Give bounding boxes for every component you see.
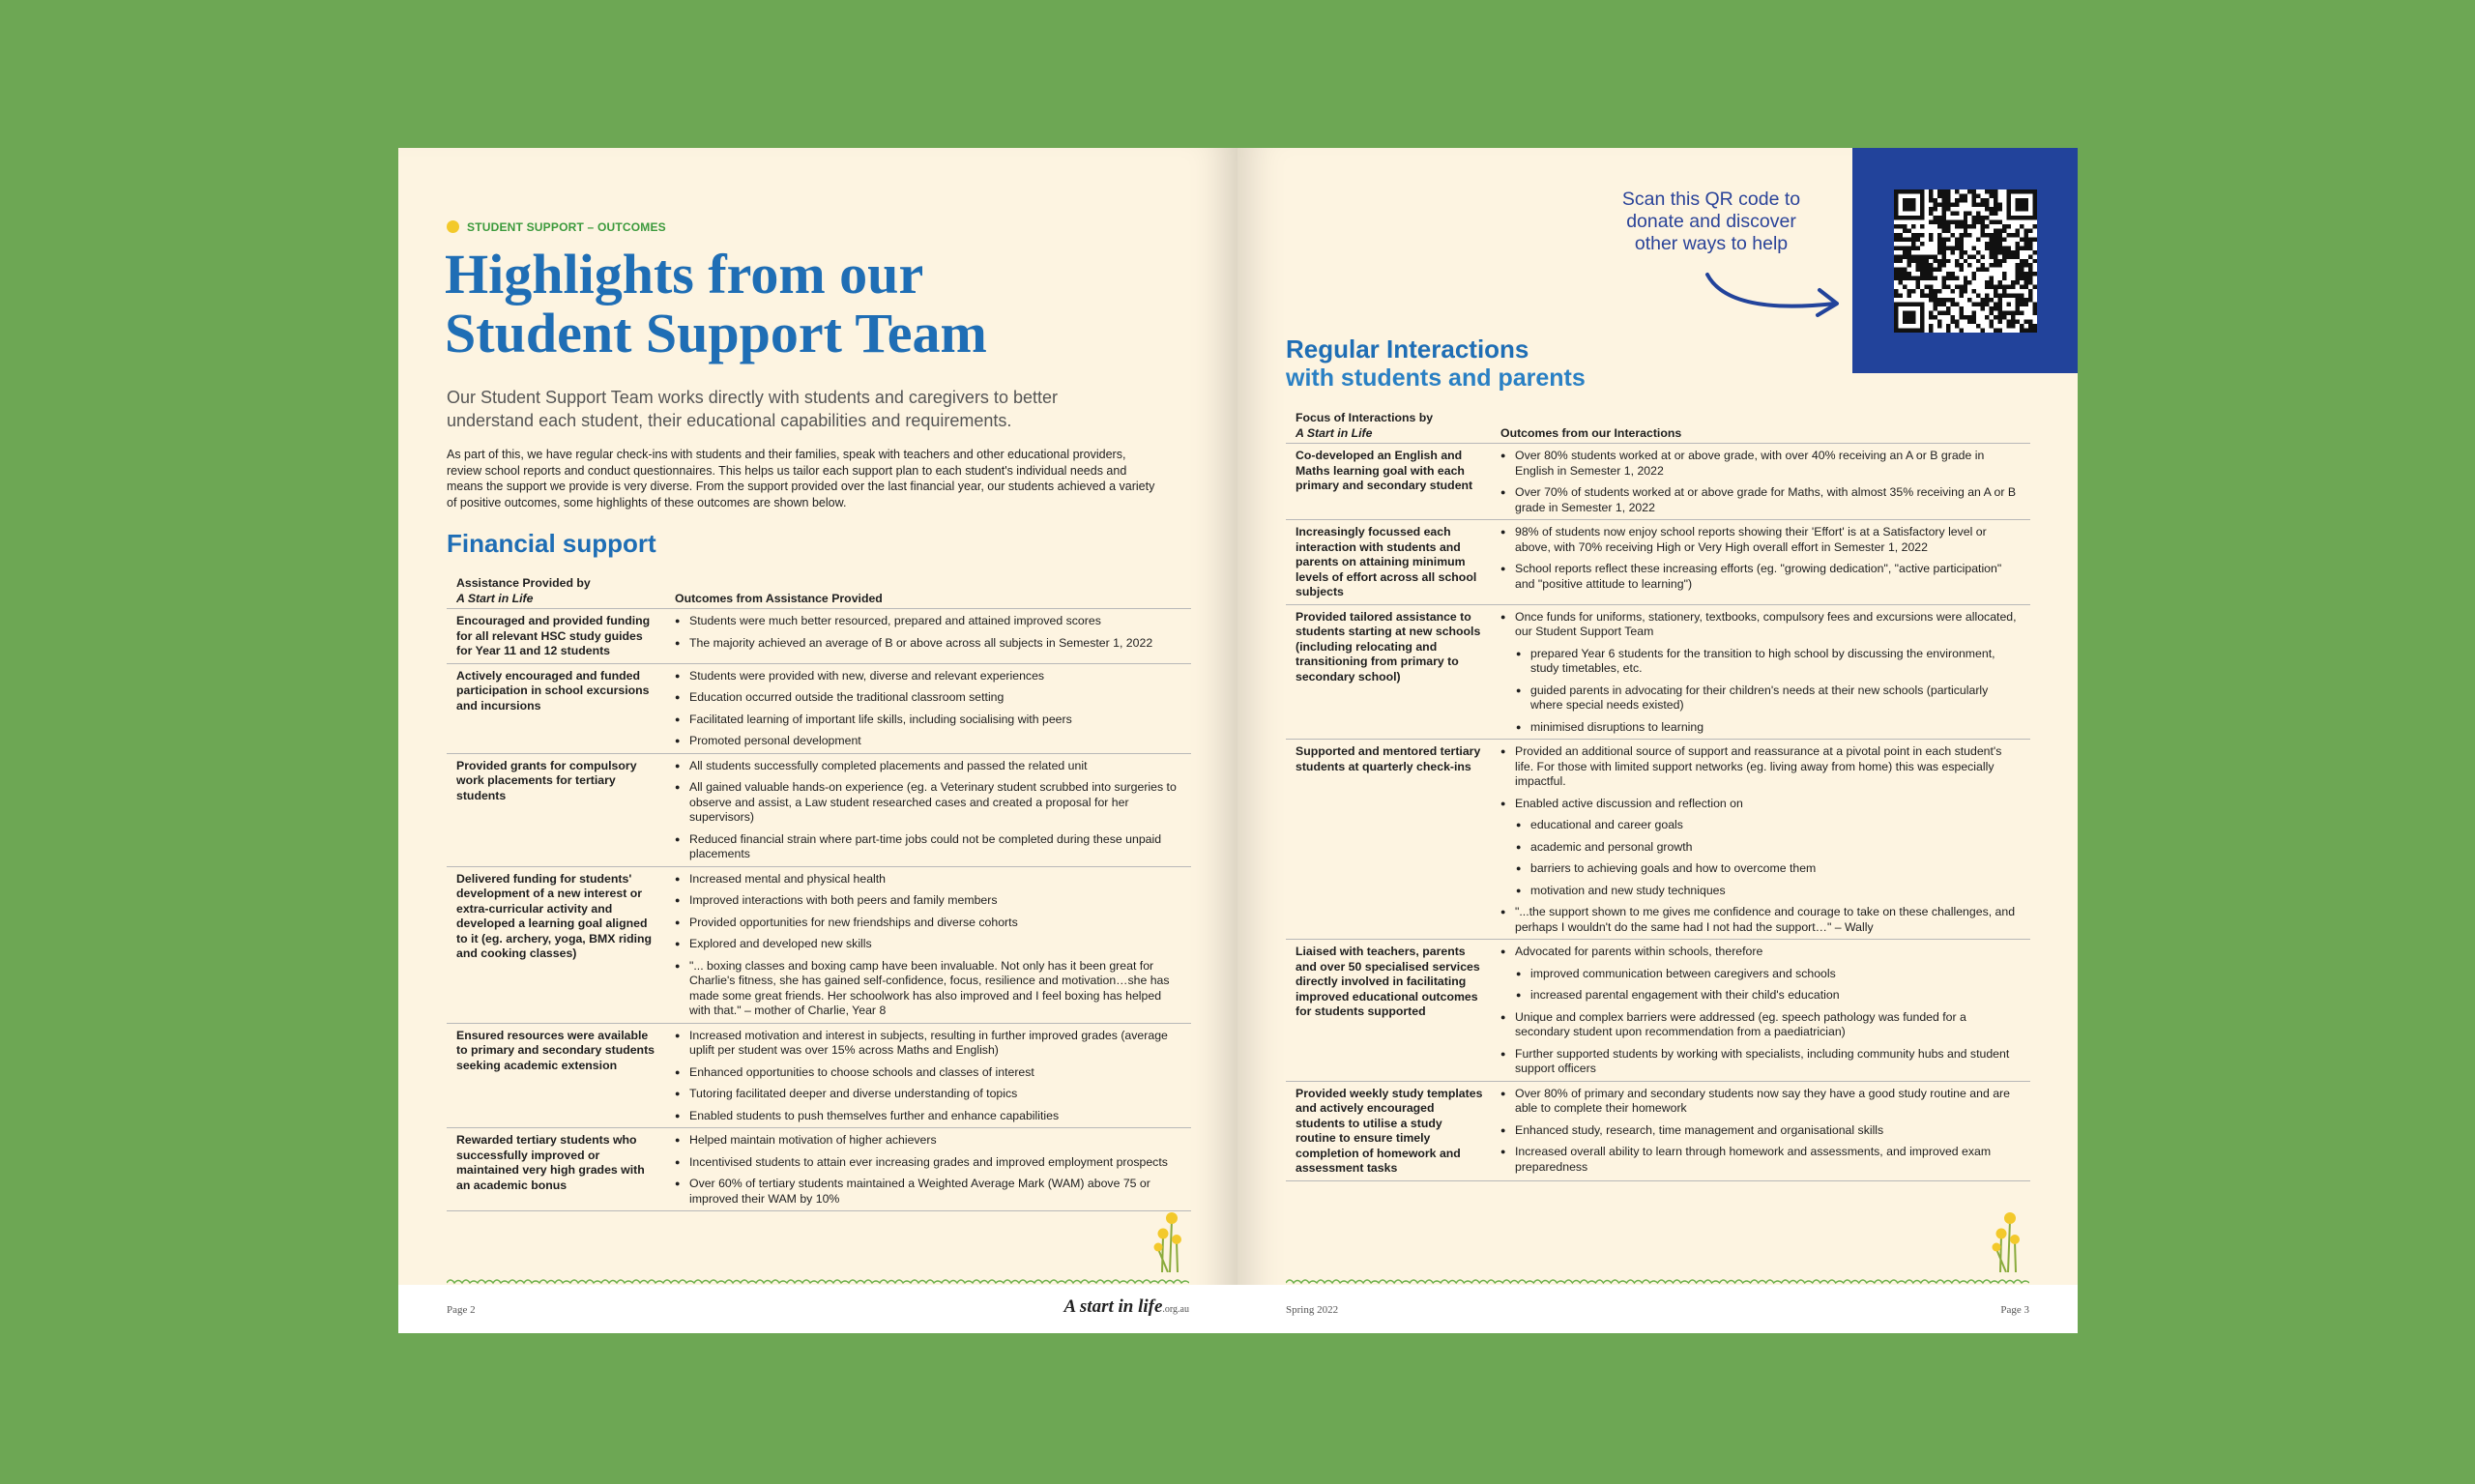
col-header-brand: A Start in Life	[456, 591, 534, 605]
list-item: ● guided parents in advocating for their children's needs at their new schools (particularly where special needs existed)	[1516, 684, 2023, 713]
list-item: ● educational and career goals	[1516, 818, 2023, 833]
list-item: ● Reduced financial strain where part-time jobs could not be completed during these unpaid placements	[675, 832, 1183, 862]
section-title-financial-support: Financial support	[447, 529, 656, 558]
eyebrow-text: STUDENT SUPPORT – OUTCOMES	[467, 220, 666, 234]
list-item: ● Over 60% of tertiary students maintained a Weighted Average Mark (WAM) above 75 or improved their WAM by 10%	[675, 1177, 1183, 1207]
table-row	[447, 1023, 1191, 1128]
row-outcomes	[665, 866, 1191, 1023]
row-outcomes	[1491, 940, 2030, 1082]
list-item: ● Provided opportunities for new friendships and diverse cohorts	[675, 916, 1183, 931]
list-item: ● Advocated for parents within schools, therefore	[1500, 945, 2023, 960]
left-footer	[398, 1285, 1238, 1333]
list-item: ● increased parental engagement with their child's education	[1516, 988, 2023, 1004]
row-label: Actively encouraged and funded participation in school excursions and incursions	[447, 663, 665, 753]
row-label: Provided grants for compulsory work placements for tertiary students	[447, 753, 665, 866]
table-row	[447, 866, 1191, 1023]
outcome-list	[1500, 1087, 2023, 1176]
grass-divider	[447, 1275, 1189, 1285]
table-row	[1286, 604, 2030, 740]
list-item: ● The majority achieved an average of B or above across all subjects in Semester 1, 2022	[675, 636, 1183, 652]
list-item: ● All gained valuable hands-on experience (eg. a Veterinary student scrubbed into surgeries to observe and assist, a Law student researched cases and created a proposal for her supervisors)	[675, 780, 1183, 826]
col-header-outcomes: Outcomes from our Interactions	[1491, 411, 2030, 444]
list-item: ● Enabled active discussion and reflection on	[1500, 797, 2023, 812]
section-title-regular-interactions: Regular Interactions	[1286, 335, 1529, 364]
list-item: ● School reports reflect these increasing efforts (eg. "growing dedication", "active participation" and "positive attitude to learning")	[1500, 562, 2023, 592]
outcome-list	[675, 872, 1183, 1019]
list-item: ● Increased overall ability to learn through homework and assessments, and improved exam preparedness	[1500, 1145, 2023, 1175]
list-item: ● Explored and developed new skills	[675, 937, 1183, 952]
list-item: ● minimised disruptions to learning	[1516, 720, 2023, 736]
right-page	[1238, 148, 2078, 1333]
outcome-list	[675, 759, 1183, 862]
table-row	[447, 663, 1191, 753]
regular-interactions-table	[1286, 411, 2030, 1181]
outcome-list	[675, 1133, 1183, 1207]
row-label: Rewarded tertiary students who successfully improved or maintained very high grades with an academic bonus	[447, 1128, 665, 1211]
list-item: ● Students were much better resourced, prepared and attained improved scores	[675, 614, 1183, 629]
outcome-list	[1500, 945, 2023, 1077]
list-item: ● Provided an additional source of support and reassurance at a pivotal point in each student's life. For those with limited support networks (eg. living away from home) this was especially impactful.	[1500, 744, 2023, 790]
list-item: ● "...the support shown to me gives me confidence and courage to take on these challenges, and perhaps I wouldn't do the same had I not had the support…" – Wally	[1500, 905, 2023, 935]
yellow-dot-icon	[447, 220, 459, 233]
outcome-list	[1500, 449, 2023, 515]
flower-illustration	[1149, 1207, 1187, 1277]
list-item: ● Promoted personal development	[675, 734, 1183, 749]
magazine-spread	[398, 148, 2078, 1333]
list-item: ● Over 70% of students worked at or above grade for Maths, with almost 35% receiving an A or B grade in Semester 1, 2022	[1500, 485, 2023, 515]
row-label: Ensured resources were available to primary and secondary students seeking academic extension	[447, 1023, 665, 1128]
list-item: ● Enabled students to push themselves further and enhance capabilities	[675, 1109, 1183, 1124]
table-row	[1286, 520, 2030, 605]
row-label: Provided weekly study templates and actively encouraged students to utilise a study routine to ensure timely completion of homework and assessment tasks	[1286, 1081, 1491, 1180]
list-item: ● Over 80% students worked at or above grade, with over 40% receiving an A or B grade in English in Semester 1, 2022	[1500, 449, 2023, 479]
list-item: ● "... boxing classes and boxing camp have been invaluable. Not only has it been great for Charlie's fitness, she has gained self-confidence, focus, resilience and motivation…she has made some great friends. Her schoolwork has also improved and I feel boxing has helped with that." – mother of Charlie, Year 8	[675, 959, 1183, 1019]
col-header-assistance	[447, 576, 665, 609]
row-outcomes	[665, 1023, 1191, 1128]
row-label: Co-developed an English and Maths learning goal with each primary and secondary student	[1286, 444, 1491, 520]
title-line-2: Student Support Team	[445, 302, 987, 364]
curved-arrow-icon	[1700, 269, 1845, 332]
list-item: ● Enhanced opportunities to choose schools and classes of interest	[675, 1065, 1183, 1081]
qr-code[interactable]	[1894, 189, 2037, 333]
list-item: ● Facilitated learning of important life skills, including socialising with peers	[675, 713, 1183, 728]
qr-panel	[1852, 148, 2078, 373]
list-item: ● academic and personal growth	[1516, 840, 2023, 856]
table-row	[447, 609, 1191, 664]
table-row	[1286, 940, 2030, 1082]
row-label: Increasingly focussed each interaction with students and parents on attaining minimum levels of effort across all school subjects	[1286, 520, 1491, 605]
right-footer	[1238, 1285, 2078, 1333]
brand-logo	[1064, 1296, 1189, 1318]
outcome-list	[1500, 610, 2023, 736]
list-item: ● prepared Year 6 students for the transition to high school by discussing the environment, study timetables, etc.	[1516, 647, 2023, 677]
row-label: Provided tailored assistance to students starting at new schools (including relocating and transitioning from primary to secondary school)	[1286, 604, 1491, 740]
list-item: ● Students were provided with new, diverse and relevant experiences	[675, 669, 1183, 684]
row-outcomes	[1491, 444, 2030, 520]
col-header-line: Focus of Interactions by	[1296, 411, 1434, 424]
financial-support-table	[447, 576, 1191, 1211]
col-header-outcomes: Outcomes from Assistance Provided	[665, 576, 1191, 609]
page-number: Page 2	[447, 1304, 476, 1316]
list-item: ● barriers to achieving goals and how to overcome them	[1516, 861, 2023, 877]
left-page	[398, 148, 1238, 1333]
table-row	[1286, 444, 2030, 520]
list-item: ● Education occurred outside the traditional classroom setting	[675, 690, 1183, 706]
list-item: ● Improved interactions with both peers and family members	[675, 893, 1183, 909]
list-item: ● Incentivised students to attain ever increasing grades and improved employment prospects	[675, 1155, 1183, 1171]
list-item: ● Increased mental and physical health	[675, 872, 1183, 887]
col-header-focus	[1286, 411, 1491, 444]
body-paragraph: As part of this, we have regular check-ins with students and their families, speak with teachers and other educational providers, review school reports and conduct questionnaires. This helps us tailor each support plan to each student's individual needs and means the support we provide is very diverse. From the support provided over the last financial year, our students achieved a variety of positive outcomes, some highlights of these outcomes are shown below.	[447, 448, 1155, 509]
outcome-list	[675, 1029, 1183, 1124]
row-outcomes	[1491, 520, 2030, 605]
grass-divider	[1286, 1275, 2029, 1285]
table-row	[447, 753, 1191, 866]
table-header-row	[447, 576, 1191, 609]
row-label: Encouraged and provided funding for all relevant HSC study guides for Year 11 and 12 students	[447, 609, 665, 664]
col-header-line: Assistance Provided by	[456, 576, 591, 590]
row-outcomes	[1491, 1081, 2030, 1180]
table-header-row	[1286, 411, 2030, 444]
list-item: ● Over 80% of primary and secondary students now say they have a good study routine and are able to complete their homework	[1500, 1087, 2023, 1117]
flower-illustration	[1987, 1207, 2025, 1277]
brand-name: A start in life	[1063, 1296, 1163, 1317]
row-outcomes	[1491, 604, 2030, 740]
lead-paragraph: Our Student Support Team works directly with students and caregivers to better understand each student, their educational capabilities and requirements.	[447, 388, 1058, 430]
list-item: ● Helped maintain motivation of higher achievers	[675, 1133, 1183, 1149]
table-row	[1286, 1081, 2030, 1180]
list-item: ● 98% of students now enjoy school reports showing their 'Effort' is at a Satisfactory level or above, with 70% receiving High or Very High overall effort in Semester 1, 2022	[1500, 525, 2023, 555]
scan-qr-text: Scan this QR code to donate and discover other ways to help	[1621, 189, 1801, 254]
list-item: ● Further supported students by working with specialists, including community hubs and student support officers	[1500, 1047, 2023, 1077]
page-title	[445, 245, 987, 363]
list-item: ● motivation and new study techniques	[1516, 884, 2023, 899]
table-row	[447, 1128, 1191, 1211]
row-label: Liaised with teachers, parents and over 50 specialised services directly involved in facilitating improved educational outcomes for students supported	[1286, 940, 1491, 1082]
section-eyebrow	[447, 220, 666, 234]
outcome-list	[675, 669, 1183, 749]
list-item: ● Unique and complex barriers were addressed (eg. speech pathology was funded for a secondary student upon recommendation from a paediatrician)	[1500, 1010, 2023, 1040]
row-outcomes	[665, 1128, 1191, 1211]
list-item: ● Enhanced study, research, time management and organisational skills	[1500, 1123, 2023, 1139]
row-outcomes	[665, 663, 1191, 753]
row-outcomes	[1491, 740, 2030, 940]
section-subtitle: with students and parents	[1286, 364, 1586, 392]
row-outcomes	[665, 753, 1191, 866]
issue-label: Spring 2022	[1286, 1304, 1339, 1316]
col-header-brand: A Start in Life	[1296, 425, 1373, 440]
row-outcomes	[665, 609, 1191, 664]
list-item: ● Tutoring facilitated deeper and diverse understanding of topics	[675, 1087, 1183, 1102]
outcome-list	[1500, 744, 2023, 935]
row-label: Delivered funding for students' development of a new interest or extra-curricular activity and developed a learning goal aligned to it (eg. archery, yoga, BMX riding and cooking classes)	[447, 866, 665, 1023]
list-item: ● Once funds for uniforms, stationery, textbooks, compulsory fees and excursions were allocated, our Student Support Team	[1500, 610, 2023, 640]
list-item: ● improved communication between caregivers and schools	[1516, 967, 2023, 982]
row-label: Supported and mentored tertiary students at quarterly check-ins	[1286, 740, 1491, 940]
page-number: Page 3	[2000, 1304, 2029, 1316]
table-row	[1286, 740, 2030, 940]
outcome-list	[675, 614, 1183, 651]
list-item: ● All students successfully completed placements and passed the related unit	[675, 759, 1183, 774]
title-line-1: Highlights from our	[445, 243, 924, 306]
list-item: ● Increased motivation and interest in subjects, resulting in further improved grades (average uplift per student was over 15% across Maths and English)	[675, 1029, 1183, 1059]
outcome-list	[1500, 525, 2023, 592]
brand-domain: .org.au	[1162, 1304, 1189, 1315]
